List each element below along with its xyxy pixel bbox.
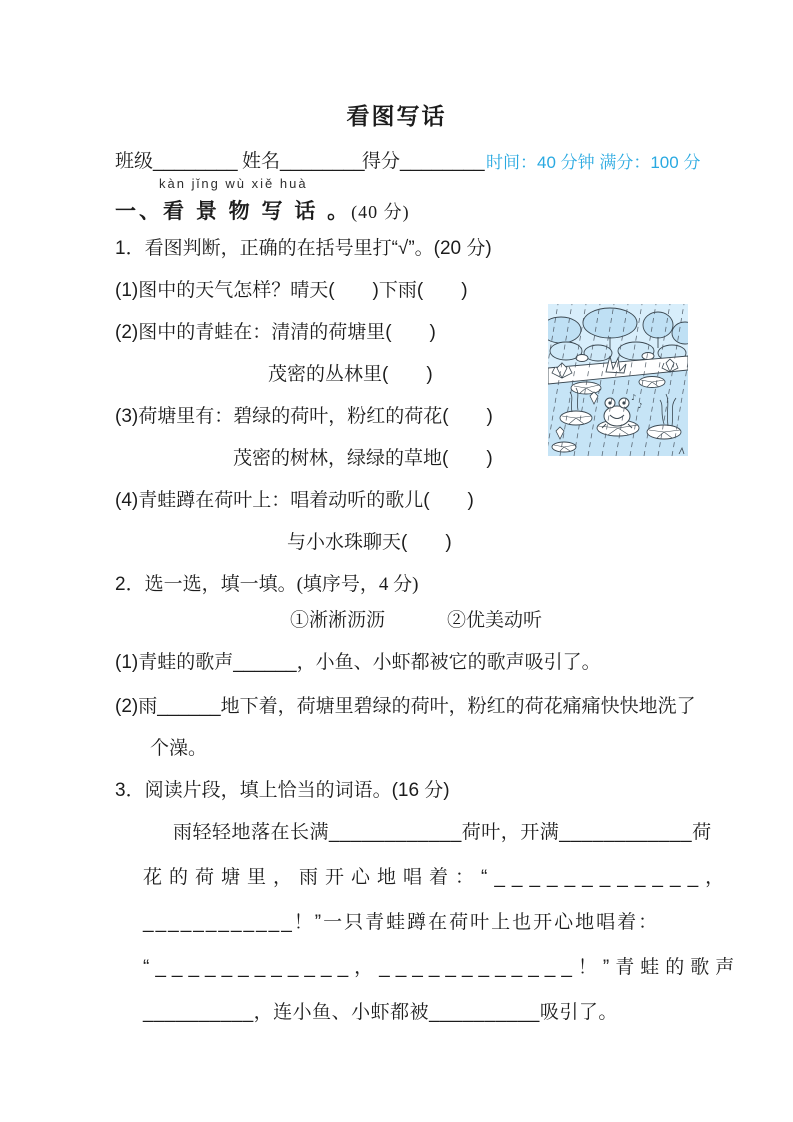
section-heading [115,195,410,225]
svg-text:♪: ♪ [631,393,637,402]
q2-option-1: ①淅淅沥沥 [290,610,386,631]
q3-paragraph-line-2: 花的荷塘里，雨开心地唱着：“____________， [143,867,732,888]
section-heading-text: 一、看 景 物 写 话 。 [115,200,352,223]
q1-item-2b: 茂密的丛林里( ) [268,364,433,385]
q2-item-1: (1)青蛙的歌声______，小鱼、小虾都被它的歌声吸引了。 [115,652,601,673]
section-score: (40 分) [351,202,410,222]
time-fullscore-meta: 时间：40 分钟 满分：100 分 [486,153,701,172]
page-title: 看图写话 [346,103,447,129]
q3-paragraph-line-5: __________，连小鱼、小虾都被__________吸引了。 [143,1002,618,1023]
q2-option-2: ②优美动听 [447,610,543,631]
pond-illustration [548,304,688,456]
q1-item-2: (2)图中的青蛙在：清清的荷塘里( ) [115,322,436,343]
q2-stem-text: 2．选一选，填一填。 [115,574,297,595]
section-pinyin: kàn jǐng wù xiě huà [159,176,308,191]
class-field: 班级________ [115,151,238,172]
name-field: 姓名________ [242,151,365,172]
q3-paragraph-line-1: 雨轻轻地落在长满____________荷叶，开满____________荷 [173,822,712,843]
q2-item-2: (2)雨______地下着，荷塘里碧绿的荷叶，粉红的荷花痛痛快快地洗了 [115,696,696,717]
q1-stem: 1．看图判断，正确的在括号里打“√”。(20 分) [115,238,492,259]
q1-item-4: (4)青蛙蹲在荷叶上：唱着动听的歌儿( ) [115,490,474,511]
q3-paragraph-line-3: ____________！”一只青蛙蹲在荷叶上也开心地唱着： [143,912,660,933]
q2-stem-note: (填序号，4 分) [296,574,419,595]
q2-item-2b: 个澡。 [150,738,208,759]
q1-item-3b: 茂密的树林，绿绿的草地( ) [233,448,493,469]
q1-item-4b: 与小水珠聊天( ) [287,532,452,553]
svg-text:♪: ♪ [638,402,643,410]
q3-paragraph-line-4: “____________，____________！”青蛙的歌声 [143,957,741,978]
score-field: 得分________ [362,151,485,172]
q1-item-1: (1)图中的天气怎样？晴天( )下雨( ) [115,280,468,301]
q1-item-3: (3)荷塘里有：碧绿的荷叶，粉红的荷花( ) [115,406,493,427]
q2-stem [115,569,418,596]
q3-stem: 3．阅读片段，填上恰当的词语。(16 分) [115,780,450,801]
